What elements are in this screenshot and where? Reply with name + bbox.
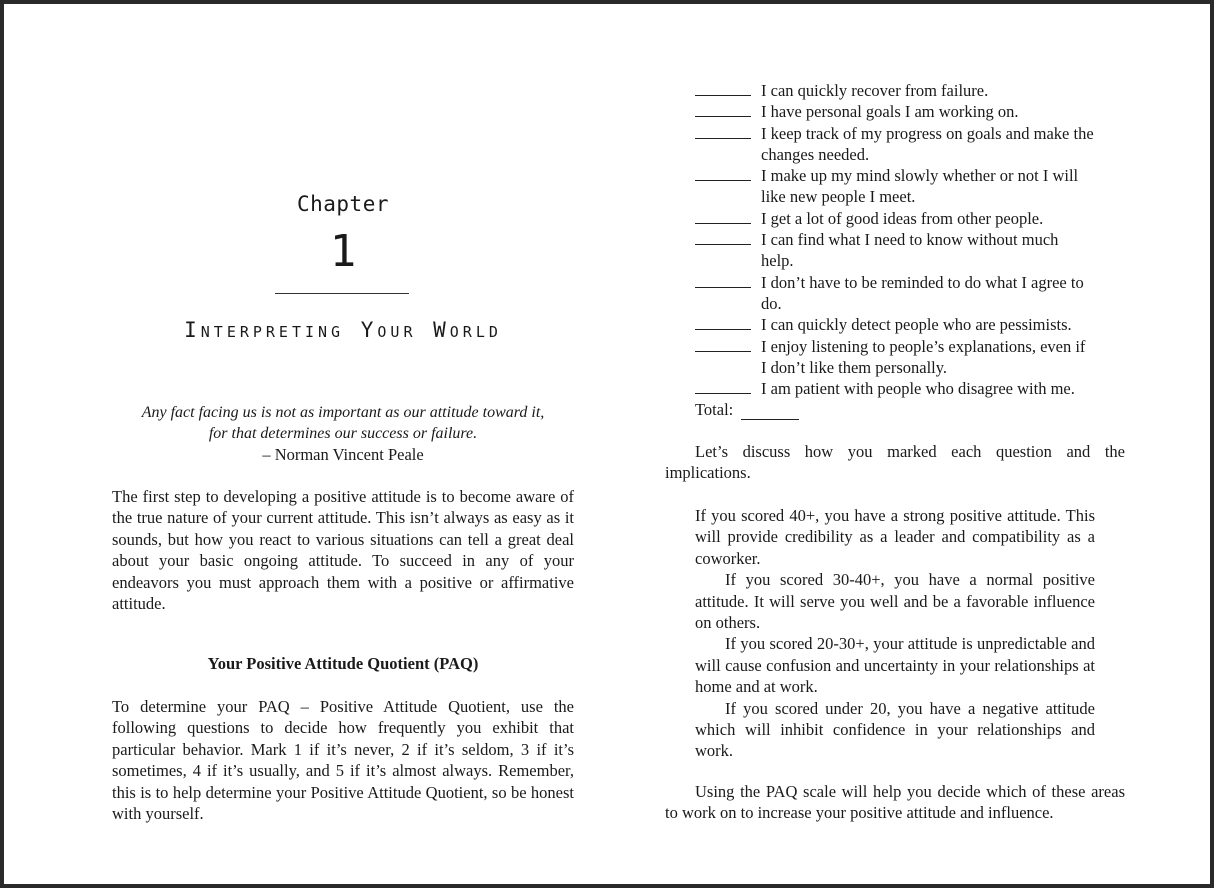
checklist-item-text: I enjoy listening to people’s explanations, even if I don’t like them personally. xyxy=(761,336,1086,377)
total-blank[interactable] xyxy=(741,405,799,420)
checklist-item xyxy=(695,123,1095,166)
checklist-item-text: I can quickly detect people who are pessimists. xyxy=(761,315,1072,335)
checklist-item xyxy=(695,80,1095,101)
epigraph-attribution: – Norman Vincent Peale xyxy=(262,445,424,464)
checklist-item-text: I keep track of my progress on goals and make the changes needed. xyxy=(761,123,1094,164)
answer-blank[interactable] xyxy=(695,336,751,352)
answer-blank[interactable] xyxy=(695,378,751,394)
answer-blank[interactable] xyxy=(695,165,751,181)
answer-blank[interactable] xyxy=(695,314,751,330)
checklist-item-text: I don’t have to be reminded to do what I agree to do. xyxy=(761,272,1084,313)
intro-paragraph: The first step to developing a positive attitude is to become aware of the true nature of your current attitude. This isn’t always as easy as it sounds, but how you react to various situations can tell a great deal about your basic ongoing attitude. To succeed in any of your endeavors you must approach them with a positive or affirmative attitude. xyxy=(112,487,574,614)
score-paragraph-under-20: If you scored under 20, you have a negative attitude which will inhibit confidence in your relationships and work. xyxy=(695,698,1095,761)
epigraph xyxy=(108,402,578,465)
chapter-label: Chapter xyxy=(296,192,389,216)
epigraph-line-1: Any fact facing us is not as important as our attitude toward it, xyxy=(141,404,545,421)
chapter-title: Interpreting Your World xyxy=(184,318,502,342)
paq-checklist xyxy=(695,80,1095,420)
answer-blank[interactable] xyxy=(695,208,751,224)
instructions-paragraph: To determine your PAQ – Positive Attitude Quotient, use the following questions to decide how frequently you exhibit that particular behavior. Mark 1 if it’s never, 2 if it’s seldom, 3 if it’s sometimes, 4 if it’s usually, and 5 if it’s almost always. Remember, this is to help determine your Positive Attitude Quotient, so be honest with yourself. xyxy=(112,697,574,824)
checklist-item xyxy=(695,165,1095,208)
score-paragraph-20-30: If you scored 20-30+, your attitude is unpredictable and will cause confusion and uncertainty in your relationships at home and at work. xyxy=(695,634,1095,697)
chapter-number: 1 xyxy=(329,226,357,277)
epigraph-line-2: for that determines our success or failure. xyxy=(208,425,478,442)
checklist-item-text: I can find what I need to know without much help. xyxy=(761,230,1059,271)
score-paragraph-40: If you scored 40+, you have a strong positive attitude. This will provide credibility as a leader and compatibility as a coworker. xyxy=(695,506,1095,568)
answer-blank[interactable] xyxy=(695,272,751,288)
checklist-item-text: I make up my mind slowly whether or not I will like new people I meet. xyxy=(761,166,1079,207)
score-paragraph-30-40: If you scored 30-40+, you have a normal positive attitude. It will serve you well and be a favorable influence on others. xyxy=(695,570,1095,633)
total-line xyxy=(695,399,1095,420)
checklist-item xyxy=(695,208,1095,229)
checklist-item xyxy=(695,378,1095,399)
closing-paragraph: Using the PAQ scale will help you decide which of these areas to work on to increase your positive attitude and influence. xyxy=(665,782,1125,823)
discuss-paragraph: Let’s discuss how you marked each question and the implications. xyxy=(665,442,1125,483)
answer-blank[interactable] xyxy=(695,229,751,245)
checklist-item-text: I am patient with people who disagree with me. xyxy=(761,379,1075,399)
checklist-item xyxy=(695,314,1095,335)
chapter-divider xyxy=(275,293,409,294)
score-interpretations xyxy=(695,505,1095,762)
checklist-item xyxy=(695,229,1095,272)
section-heading: Your Positive Attitude Quotient (PAQ) xyxy=(207,654,479,673)
checklist-item-text: I get a lot of good ideas from other people. xyxy=(761,208,1044,228)
total-label: Total: xyxy=(695,400,734,420)
checklist-item xyxy=(695,272,1095,315)
checklist-item xyxy=(695,101,1095,122)
answer-blank[interactable] xyxy=(695,80,751,96)
checklist-item xyxy=(695,336,1095,379)
answer-blank[interactable] xyxy=(695,101,751,117)
checklist-item-text: I can quickly recover from failure. xyxy=(761,81,989,100)
checklist-item-text: I have personal goals I am working on. xyxy=(761,102,1019,122)
answer-blank[interactable] xyxy=(695,123,751,139)
